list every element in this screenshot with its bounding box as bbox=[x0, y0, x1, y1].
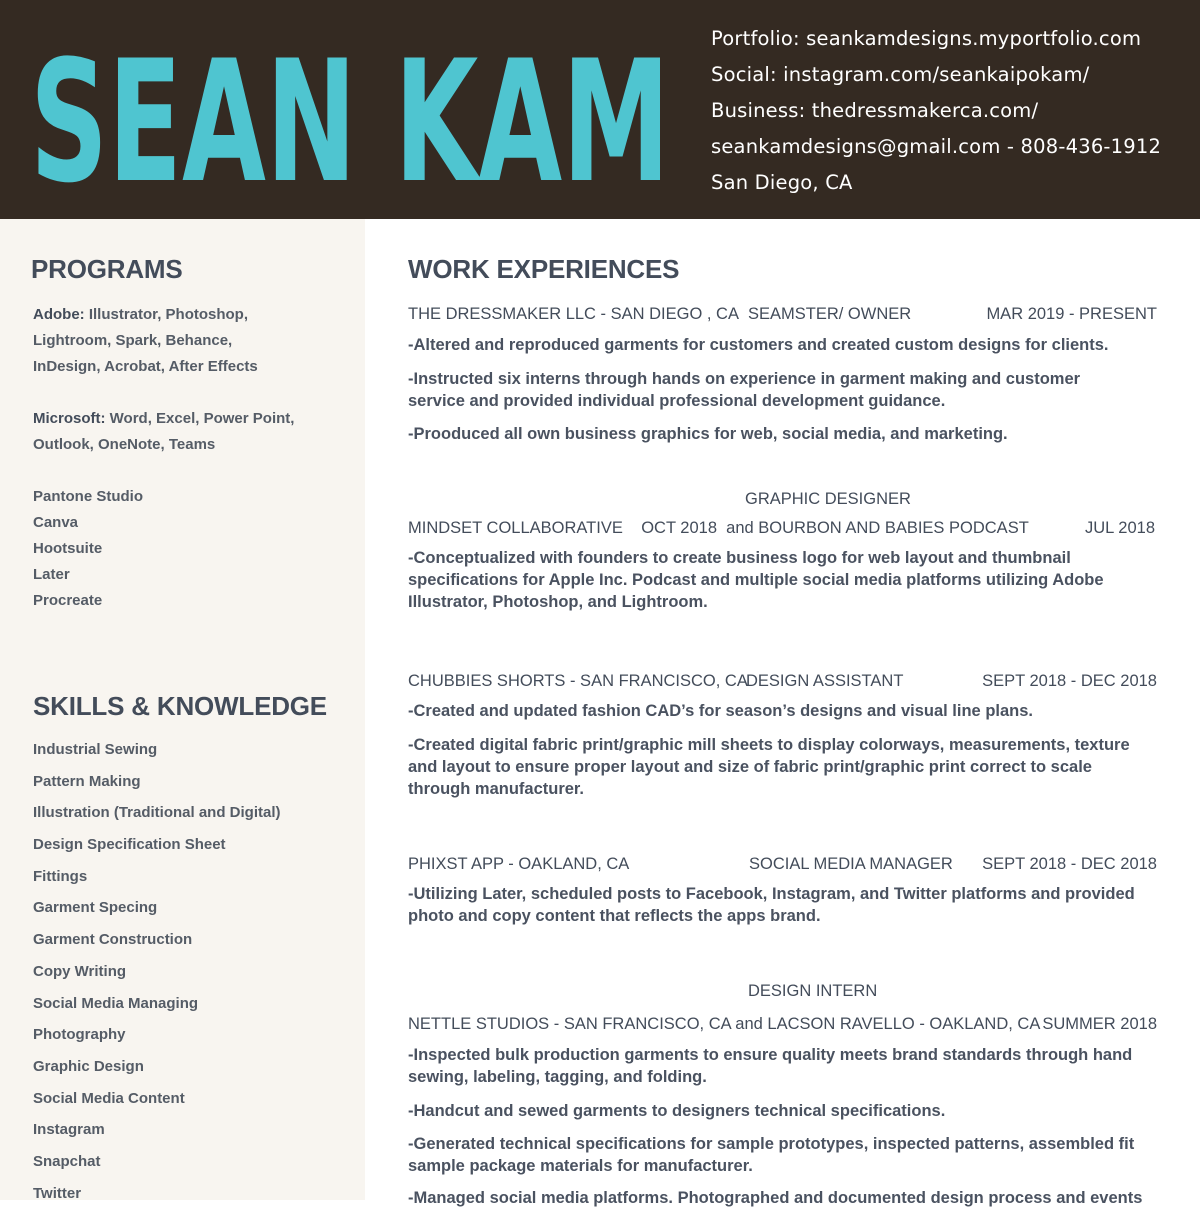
program-item: Hootsuite bbox=[33, 540, 103, 557]
skill-item: Industrial Sewing bbox=[33, 741, 158, 758]
programs-list bbox=[33, 302, 353, 614]
skill-item: Instagram bbox=[33, 1121, 105, 1139]
skill-item: Graphic Design bbox=[33, 1057, 144, 1075]
job-role: GRAPHIC DESIGNER bbox=[745, 490, 911, 508]
contact-info bbox=[711, 24, 1161, 204]
name-text: SEAN KAM bbox=[30, 24, 670, 219]
job-bullet: -Conceptualized with founders to create business logo for web layout and thumbnail specifications for Apple Inc. Podcast and multiple social media platforms utilizing Adobe Illustrator, Photoshop, and Lightroom. bbox=[408, 549, 1104, 611]
job-bullet: -Managed social media platforms. Photographed and documented design process and events bbox=[408, 1189, 1143, 1207]
skills-heading: SKILLS & KNOWLEDGE bbox=[33, 691, 327, 721]
job-company: NETTLE STUDIOS - SAN FRANCISCO, CA and LACSON RAVELLO - OAKLAND, CA bbox=[408, 1015, 1041, 1033]
adobe-programs-1: Illustrator, Photoshop, bbox=[88, 306, 249, 323]
job-bullet: -Altered and reproduced garments for customers and created custom designs for clients. bbox=[408, 336, 1109, 354]
microsoft-line-2: Outlook, OneNote, Teams bbox=[33, 436, 216, 453]
adobe-label: Adobe: bbox=[33, 306, 85, 323]
program-item: Later bbox=[33, 566, 70, 583]
job-bullet: -Created digital fabric print/graphic mill sheets to display colorways, measurements, texture and layout to ensure proper layout and size of fabric print/graphic print correct to scale through manufacturer. bbox=[408, 736, 1130, 798]
business-link[interactable]: Business: thedressmakerca.com/ bbox=[711, 99, 1039, 122]
program-item: Procreate bbox=[33, 592, 103, 609]
skill-item: Pattern Making bbox=[33, 772, 141, 790]
job-bullet: -Instructed six interns through hands on experience in garment making and customer service and provided individual professional development guidance. bbox=[408, 370, 1081, 410]
skill-item: Design Specification Sheet bbox=[33, 836, 226, 854]
skill-item: Photography bbox=[33, 1026, 126, 1044]
microsoft-label: Microsoft: bbox=[33, 410, 106, 427]
skill-item: Garment Construction bbox=[33, 931, 193, 949]
job-bullet: -Prooduced all own business graphics for web, social media, and marketing. bbox=[408, 425, 1008, 443]
job-company: THE DRESSMAKER LLC - SAN DIEGO , CA bbox=[408, 305, 739, 323]
skill-item: Illustration (Traditional and Digital) bbox=[33, 804, 281, 822]
work-heading: WORK EXPERIENCES bbox=[408, 254, 680, 284]
job-dates: SEPT 2018 - DEC 2018 bbox=[982, 855, 1157, 873]
job-bullet: -Handcut and sewed garments to designers technical specifications. bbox=[408, 1102, 946, 1120]
program-item: Canva bbox=[33, 514, 79, 531]
job-bullet: -Inspected bulk production garments to ensure quality meets brand standards through hand sewing, labeling, tagging, and folding. bbox=[408, 1046, 1133, 1086]
portfolio-link[interactable]: Portfolio: seankamdesigns.myportfolio.com bbox=[711, 27, 1142, 50]
header-banner bbox=[0, 0, 1200, 219]
job-company: PHIXST APP - OAKLAND, CA bbox=[408, 855, 630, 873]
skill-item: Snapchat bbox=[33, 1152, 101, 1170]
name-title bbox=[30, 0, 690, 219]
skill-item: Fittings bbox=[33, 867, 88, 885]
microsoft-programs-1: Word, Excel, Power Point, bbox=[109, 410, 295, 427]
programs-heading: PROGRAMS bbox=[31, 254, 183, 284]
job-company: MINDSET COLLABORATIVE OCT 2018 and BOURBON AND BABIES PODCAST bbox=[408, 519, 1029, 537]
job-company: CHUBBIES SHORTS - SAN FRANCISCO, CA bbox=[408, 672, 748, 690]
job-role: DESIGN INTERN bbox=[748, 982, 878, 1000]
skill-item: Social Media Managing bbox=[33, 994, 199, 1012]
job-dates: JUL 2018 bbox=[1084, 519, 1155, 537]
job-role: SEAMSTER/ OWNER bbox=[748, 305, 912, 323]
adobe-line-3: InDesign, Acrobat, After Effects bbox=[33, 358, 258, 375]
skill-item: Social Media Content bbox=[33, 1089, 185, 1107]
skill-item: Garment Specing bbox=[33, 899, 158, 917]
job-role: SOCIAL MEDIA MANAGER bbox=[749, 855, 953, 873]
location: San Diego, CA bbox=[711, 171, 853, 194]
skills-list bbox=[33, 737, 353, 1212]
job-dates: MAR 2019 - PRESENT bbox=[986, 305, 1157, 323]
email-phone[interactable]: seankamdesigns@gmail.com - 808-436-1912 bbox=[711, 135, 1162, 158]
job-dates: SUMMER 2018 bbox=[1042, 1015, 1157, 1033]
skill-item: Twitter bbox=[33, 1184, 82, 1202]
job-bullet: -Utilizing Later, scheduled posts to Facebook, Instagram, and Twitter platforms and provided photo and copy content that reflects the apps brand. bbox=[408, 885, 1135, 925]
job-bullet: -Created and updated fashion CAD’s for season’s designs and visual line plans. bbox=[408, 702, 1033, 720]
social-link[interactable]: Social: instagram.com/seankaipokam/ bbox=[711, 63, 1090, 86]
job-role: DESIGN ASSISTANT bbox=[746, 672, 904, 690]
program-item: Pantone Studio bbox=[33, 488, 143, 505]
job-bullet: -Generated technical specifications for sample prototypes, inspected patterns, assembled fit sample package materials for manufacturer. bbox=[408, 1135, 1135, 1175]
job-dates: SEPT 2018 - DEC 2018 bbox=[982, 672, 1157, 690]
microsoft-line-1 bbox=[33, 406, 353, 432]
skill-item: Copy Writing bbox=[33, 962, 127, 980]
adobe-line-2: Lightroom, Spark, Behance, bbox=[33, 332, 233, 349]
adobe-line-1 bbox=[33, 302, 353, 328]
